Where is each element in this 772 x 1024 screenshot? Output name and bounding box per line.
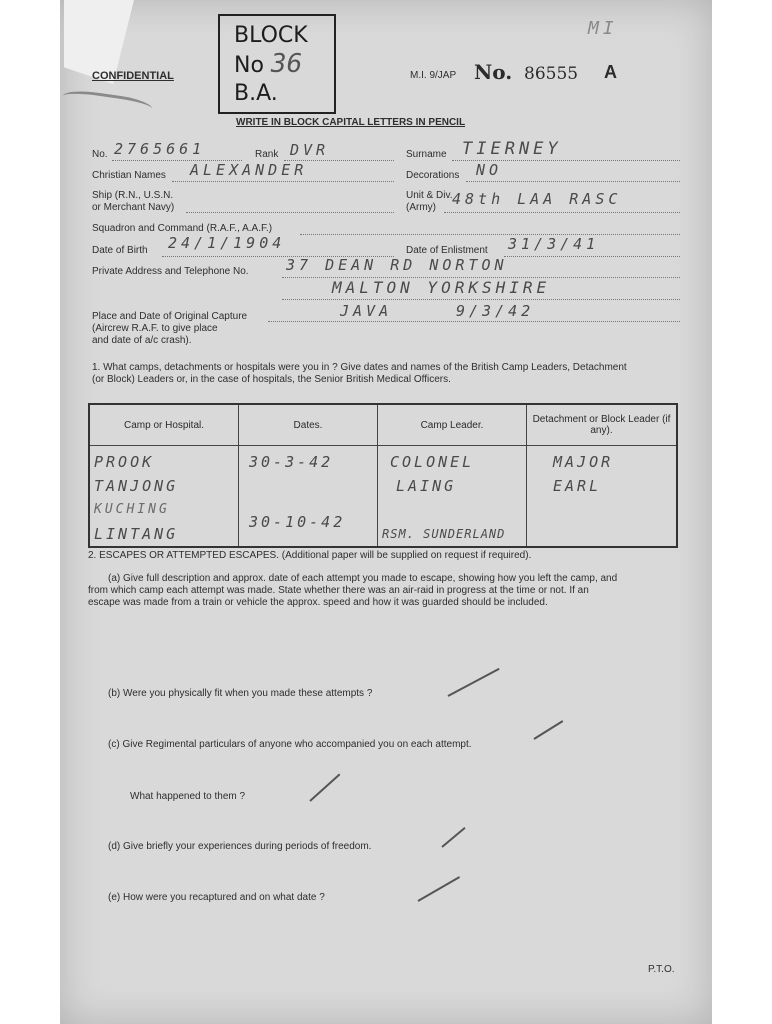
camps-table-row xyxy=(89,446,677,548)
capture-label-3: and date of a/c crash). xyxy=(92,335,192,346)
christian-names-label: Christian Names xyxy=(92,170,166,181)
camps-table-header xyxy=(89,404,677,446)
form-letter: A xyxy=(604,62,617,82)
detachment-leader: EARL xyxy=(553,477,602,495)
unit-label-1: Unit & Div. xyxy=(406,190,453,201)
ship-label-2: or Merchant Navy) xyxy=(92,202,175,213)
capture-date: 9/3/42 xyxy=(456,302,535,320)
camp-leader: RSM. SUNDERLAND xyxy=(382,527,506,541)
dob-value: 24/1/1904 xyxy=(168,234,286,252)
question-2-title: 2. ESCAPES OR ATTEMPTED ESCAPES. (Additional paper will be supplied on request if required). xyxy=(88,550,532,561)
detachment-cell xyxy=(527,446,678,548)
capture-label-1: Place and Date of Original Capture xyxy=(92,311,248,322)
address-label: Private Address and Telephone No. xyxy=(92,266,249,277)
header-camp-leader: Camp Leader. xyxy=(378,404,527,446)
camp-cell xyxy=(89,446,239,548)
surname-label: Surname xyxy=(406,149,447,160)
header-dates: Dates. xyxy=(239,404,378,446)
enlistment-value: 31/3/41 xyxy=(508,235,600,253)
question-2a-line-3: escape was made from a train or vehicle the approx. speed and how it was guarded should be included. xyxy=(88,597,548,608)
camp-name: KUCHING xyxy=(94,502,170,517)
christian-names-value: ALEXANDER xyxy=(190,161,308,179)
no-label: No. xyxy=(92,149,108,160)
camp-leader: COLONEL xyxy=(390,453,475,471)
capture-place: JAVA xyxy=(340,302,393,320)
enlistment-label: Date of Enlistment xyxy=(406,245,488,256)
question-2b: (b) Were you physically fit when you made these attempts ? xyxy=(108,688,373,699)
camp-name: TANJONG xyxy=(94,477,179,495)
leader-cell xyxy=(378,446,527,548)
question-2a-line-2: from which camp each attempt was made. State whether there was an air-raid in progress at the time or not. If an xyxy=(88,585,589,596)
camp-name: PROOK xyxy=(94,453,155,471)
ref-code: M.I. 9/JAP xyxy=(410,70,457,81)
stamp-number: 36 xyxy=(270,49,303,79)
question-2a-line-1: (a) Give full description and approx. date of each attempt you made to escape, showing how you left the camp, and xyxy=(108,573,618,584)
camp-date xyxy=(243,474,373,498)
stamp-block: BLOCK xyxy=(234,23,308,48)
form-number: 86555 xyxy=(524,64,579,84)
camp-leader xyxy=(382,498,522,522)
stamp-no-label: No xyxy=(234,53,264,78)
camp-name: LINTANG xyxy=(94,525,179,543)
pto-label: P.T.O. xyxy=(648,964,675,975)
dob-label: Date of Birth xyxy=(92,245,148,256)
decorations-label: Decorations xyxy=(406,170,460,181)
stamp-ba: B.A. xyxy=(234,81,278,106)
camps-table xyxy=(88,403,678,548)
capture-label-2: (Aircrew R.A.F. to give place xyxy=(92,323,218,334)
address-line-2: MALTON YORKSHIRE xyxy=(332,278,551,297)
corner-initials: MI xyxy=(588,18,618,39)
service-number-value: 2765661 xyxy=(114,140,206,158)
question-1-line-2: (or Block) Leaders or, in the case of hospitals, the Senior British Medical Officers. xyxy=(92,374,451,385)
unit-label-2: (Army) xyxy=(406,202,436,213)
header-detachment-leader: Detachment or Block Leader (if any). xyxy=(527,404,678,446)
squadron-label: Squadron and Command (R.A.F., A.A.F.) xyxy=(92,223,273,234)
question-1-line-1: 1. What camps, detachments or hospitals were you in ? Give dates and names of the British Camp Leaders, Detachment xyxy=(92,362,627,373)
surname-value: TIERNEY xyxy=(462,139,562,159)
rank-value: DVR xyxy=(290,141,330,159)
dates-cell xyxy=(239,446,378,548)
question-2e: (e) How were you recaptured and on what date ? xyxy=(108,892,325,903)
ship-label-1: Ship (R.N., U.S.N. xyxy=(92,190,174,201)
camp-date: 30-10-42 xyxy=(249,513,346,531)
question-2c-followup: What happened to them ? xyxy=(130,791,246,802)
header-camp: Camp or Hospital. xyxy=(89,404,239,446)
stamp-number-row xyxy=(234,50,334,80)
camp-date: 30-3-42 xyxy=(249,453,334,471)
question-2d: (d) Give briefly your experiences during periods of freedom. xyxy=(108,841,372,852)
instruction-line: WRITE IN BLOCK CAPITAL LETTERS IN PENCIL xyxy=(236,117,466,128)
decorations-value: NO xyxy=(476,161,503,179)
number-label: No. xyxy=(474,60,513,84)
question-2c: (c) Give Regimental particulars of anyone who accompanied you on each attempt. xyxy=(108,739,472,750)
detachment-leader: MAJOR xyxy=(553,453,614,471)
block-stamp xyxy=(218,14,336,114)
camp-leader: LAING xyxy=(396,477,457,495)
confidential-label: CONFIDENTIAL xyxy=(92,70,174,82)
address-line-1: 37 DEAN RD NORTON xyxy=(286,256,508,274)
rank-label: Rank xyxy=(255,149,279,160)
unit-value: 48th LAA RASC xyxy=(452,190,622,208)
